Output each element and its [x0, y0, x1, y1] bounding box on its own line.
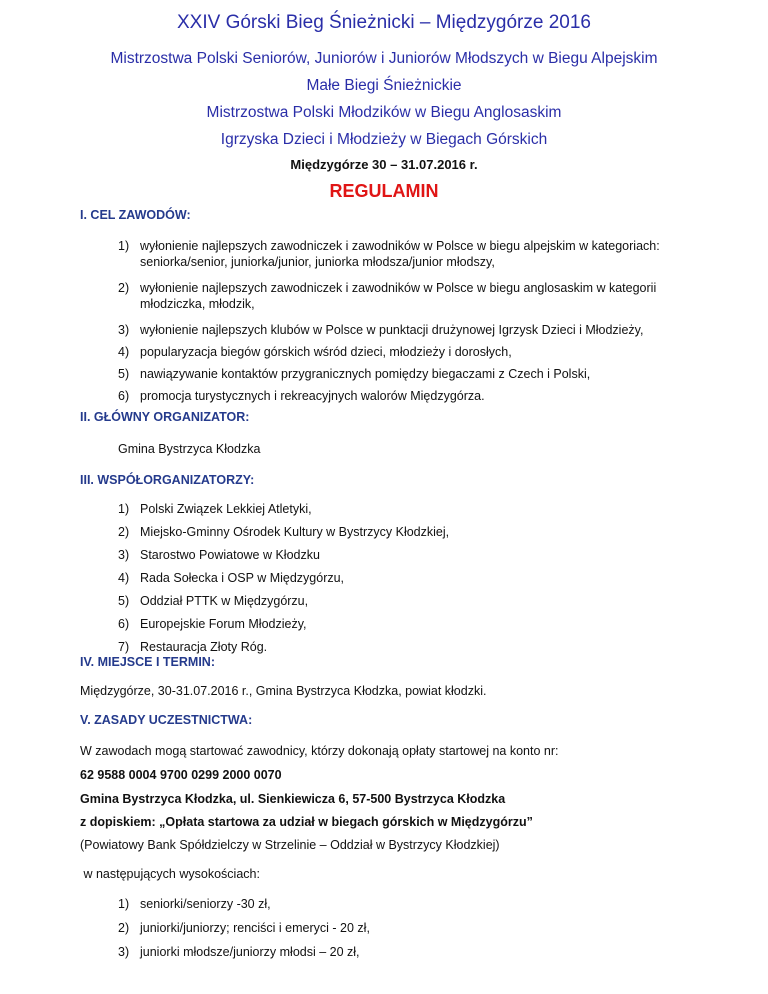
bank-account-number: 62 9588 0004 9700 0299 2000 0070 — [80, 768, 282, 782]
list-item — [118, 639, 718, 655]
list-item — [118, 524, 718, 540]
list-number: 2) — [118, 281, 130, 295]
list-text: juniorki/juniorzy; renciści i emeryci - 20 zł, — [140, 921, 370, 935]
list-text: seniorki/seniorzy -30 zł, — [140, 897, 271, 911]
list-number: 3) — [118, 323, 130, 337]
list-number: 1) — [118, 897, 130, 911]
list-item — [118, 388, 718, 404]
participation-intro: W zawodach mogą startować zawodnicy, którzy dokonają opłaty startowej na konto nr: — [80, 744, 559, 758]
subtitle-2: Małe Biegi Śnieżnickie — [306, 77, 462, 94]
subtitle-4: Igrzyska Dzieci i Młodzieży w Biegach Górskich — [220, 131, 548, 148]
list-number: 5) — [118, 594, 130, 608]
list-item — [118, 547, 718, 563]
list-text: Europejskie Forum Młodzieży, — [140, 617, 307, 631]
section-2-title: II. GŁÓWNY ORGANIZATOR: — [80, 410, 250, 424]
list-text: Polski Związek Lekkiej Atletyki, — [140, 502, 312, 516]
list-item — [118, 366, 718, 382]
list-text: promocja turystycznych i rekreacyjnych walorów Międzygórza. — [140, 389, 485, 403]
list-item — [118, 238, 718, 270]
list-item — [118, 896, 718, 912]
list-number: 4) — [118, 571, 130, 585]
list-item — [118, 920, 718, 936]
place-and-date: Międzygórze, 30-31.07.2016 r., Gmina Bystrzyca Kłodzka, powiat kłodzki. — [80, 684, 487, 698]
payment-note: z dopiskiem: „Opłata startowa za udział w biegach górskich w Międzygórzu” — [80, 815, 533, 829]
list-text: nawiązywanie kontaktów przygranicznych pomiędzy biegaczami z Czech i Polski, — [140, 367, 591, 381]
subtitle-1: Mistrzostwa Polski Seniorów, Juniorów i Juniorów Młodszych w Biegu Alpejskim — [110, 50, 658, 67]
section-3-title: III. WSPÓŁORGANIZATORZY: — [80, 473, 255, 487]
list-item — [118, 322, 718, 338]
list-number: 1) — [118, 502, 130, 516]
list-number: 1) — [118, 239, 130, 253]
list-number: 2) — [118, 525, 130, 539]
main-organizer: Gmina Bystrzyca Kłodzka — [118, 442, 261, 456]
list-text: wyłonienie najlepszych zawodniczek i zawodników w Polsce w biegu alpejskim w kategoriach: seniorka/senior, juniorka/junior, juniorka młodsza/junior młodszy, — [140, 239, 660, 269]
list-text: Restauracja Złoty Róg. — [140, 640, 268, 654]
list-text: Rada Sołecka i OSP w Międzygórzu, — [140, 571, 345, 585]
list-text: juniorki młodsze/juniorzy młodsi – 20 zł, — [140, 945, 360, 959]
list-text: Oddział PTTK w Międzygórzu, — [140, 594, 309, 608]
subtitle-3: Mistrzostwa Polski Młodzików w Biegu Anglosaskim — [206, 104, 562, 121]
list-number: 5) — [118, 367, 130, 381]
list-item — [118, 570, 718, 586]
amounts-intro: w następujących wysokościach: — [80, 867, 260, 881]
list-number: 2) — [118, 921, 130, 935]
section-4-title: IV. MIEJSCE I TERMIN: — [80, 655, 215, 669]
list-item — [118, 593, 718, 609]
document-title: XXIV Górski Bieg Śnieżnicki – Międzygórze 2016 — [177, 12, 591, 33]
list-number: 6) — [118, 617, 130, 631]
list-number: 4) — [118, 345, 130, 359]
list-number: 7) — [118, 640, 130, 654]
list-number: 3) — [118, 945, 130, 959]
list-text: Miejsko-Gminny Ośrodek Kultury w Bystrzycy Kłodzkiej, — [140, 525, 450, 539]
section-3-list — [118, 501, 718, 655]
section-1-title: I. CEL ZAWODÓW: — [80, 208, 191, 222]
list-text: Starostwo Powiatowe w Kłodzku — [140, 548, 320, 562]
list-number: 6) — [118, 389, 130, 403]
event-date: Międzygórze 30 – 31.07.2016 r. — [290, 157, 478, 172]
list-text: wyłonienie najlepszych klubów w Polsce w punktacji drużynowej Igrzysk Dzieci i Młodzieży, — [140, 323, 644, 337]
list-item — [118, 501, 718, 517]
payee-address: Gmina Bystrzyca Kłodzka, ul. Sienkiewicza 6, 57-500 Bystrzyca Kłodzka — [80, 792, 506, 806]
section-1-list — [118, 238, 718, 404]
section-5-list — [118, 896, 718, 960]
list-item — [118, 616, 718, 632]
section-5-title: V. ZASADY UCZESTNICTWA: — [80, 713, 253, 727]
list-item — [118, 344, 718, 360]
regulamin-heading: REGULAMIN — [329, 181, 439, 201]
list-number: 3) — [118, 548, 130, 562]
list-item — [118, 944, 718, 960]
list-item — [118, 280, 718, 312]
list-text: wyłonienie najlepszych zawodniczek i zawodników w Polsce w biegu anglosaskim w kategorii młodziczka, młodzik, — [140, 281, 657, 311]
bank-name: (Powiatowy Bank Spółdzielczy w Strzelinie – Oddział w Bystrzycy Kłodzkiej) — [80, 838, 500, 852]
list-text: popularyzacja biegów górskich wśród dzieci, młodzieży i dorosłych, — [140, 345, 512, 359]
